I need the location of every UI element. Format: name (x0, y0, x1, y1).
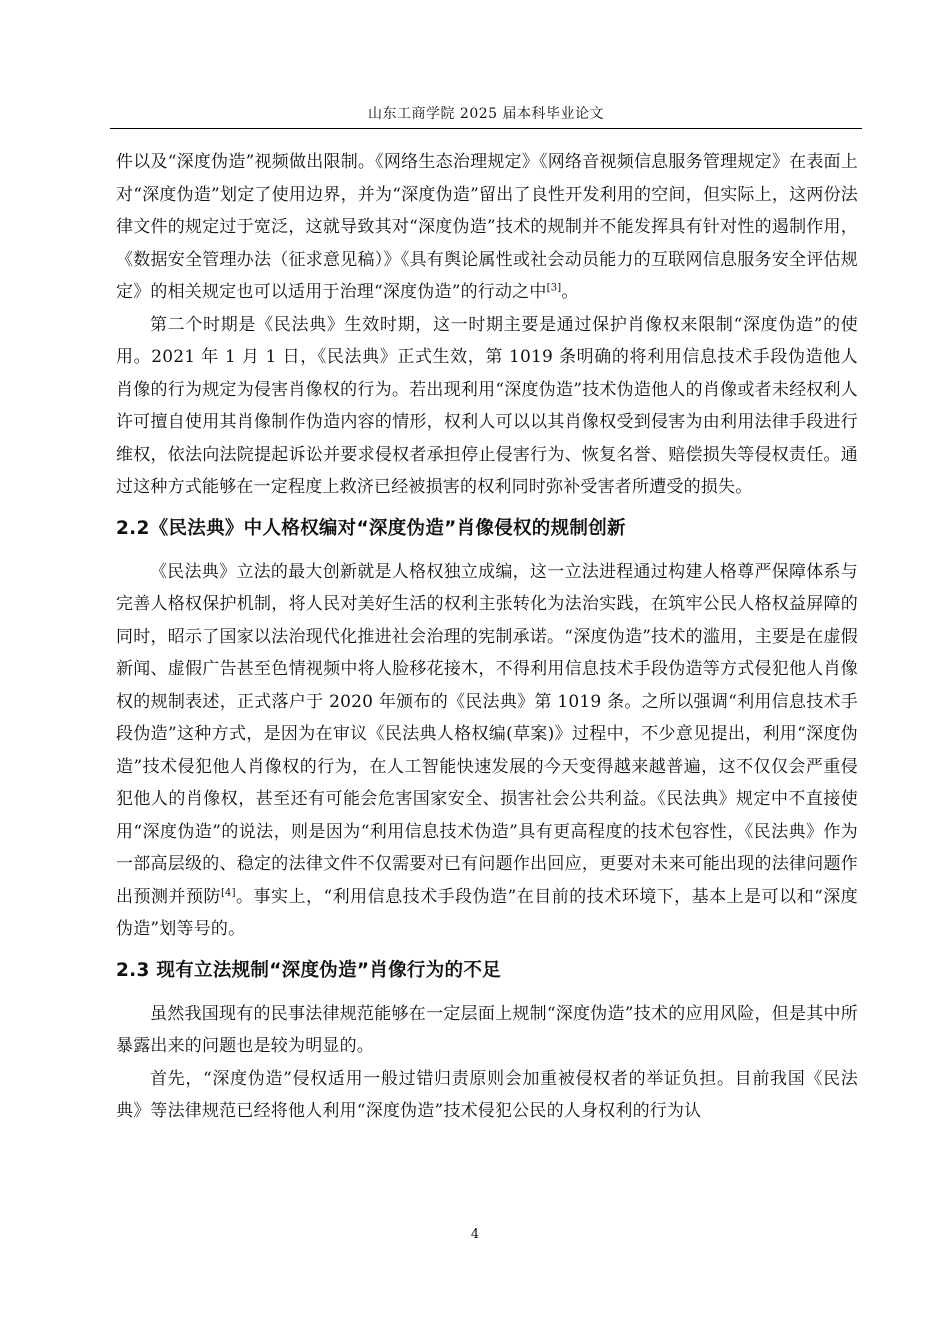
paragraph-second-period: 第二个时期是《民法典》生效时期，这一时期主要是通过保护肖像权来限制“深度伪造”的使用。2021 年 1 月 1 日，《民法典》正式生效，第 1019 条明确的将利用信息技术手段伪造他人肖像的行为规定为侵害肖像权的行为。若出现利用“深度伪造”技术伪造他人的肖像或者未经权利人许可擅自使用其肖像制作伪造内容的情形，权利人可以以其肖像权受到侵害为由利用法律手段进行维权，依法向法院提起诉讼并要求侵权者承担停止侵害行为、恢复名誉、赔偿损失等侵权责任。通过这种方式能够在一定程度上救济已经被损害的权利同时弥补受害者所遭受的损失。 (116, 314, 858, 497)
paragraph-text: 《民法典》立法的最大创新就是人格权独立成编，这一立法进程通过构建人格尊严保障体系与完善人格权保护机制，将人民对美好生活的权利主张转化为法治实践，在筑牢公民人格权益屏障的同时，昭示了国家以法治现代化推进社会治理的宪制承诺。“深度伪造”技术的滥用，主要是在虚假新闻、虚假广告甚至色情视频中将人脸移花接木，不得利用信息技术手段伪造等方式侵犯他人肖像权的规制表述，正式落户于 2020 年颁布的《民法典》第 1019 条。之所以强调“利用信息技术手段伪造”这种方式，是因为在审议《民法典人格权编(草案)》过程中，不少意见提出，利用“深度伪造”技术侵犯他人肖像权的行为，在人工智能快速发展的今天变得越来越普遍，这不仅仅会严重侵犯他人的肖像权，甚至还有可能会危害国家安全、损害社会公共利益。《民法典》规定中不直接使用“深度伪造”的说法，则是因为“利用信息技术伪造”具有更高程度的技术包容性，《民法典》作为一部高层级的、稳定的法律文件不仅需要对已有问题作出回应，更要对未来可能出现的法律问题作出预测并预防 (116, 561, 858, 907)
running-header: 山东工商学院 2025 届本科毕业论文 (367, 106, 605, 122)
paragraph-text: 件以及“深度伪造”视频做出限制。《网络生态治理规定》《网络音视频信息服务管理规定》在表面上对“深度伪造”划定了使用边界，并为“深度伪造”留出了良性开发利用的空间，但实际上，这两份法律文件的规定过于宽泛，这就导致其对“深度伪造”技术的规制并不能发挥具有针对性的遏制作用，《数据安全管理办法（征求意见稿）》《具有舆论属性或社会动员能力的互联网信息服务安全评估规定》的相关规定也可以适用于治理“深度伪造”的行动之中 (116, 152, 858, 302)
citation-4: [4] (220, 886, 236, 898)
section-heading-2-2: 2.2《民法典》中人格权编对“深度伪造”肖像侵权的规制创新 (116, 517, 626, 539)
page-number: 4 (470, 1227, 480, 1242)
paragraph-shortcomings-intro: 虽然我国现有的民事法律规范能够在一定层面上规制“深度伪造”技术的应用风险，但是其中所暴露出来的问题也是较为明显的。 (116, 1003, 858, 1056)
paragraph-tail: 。 (561, 282, 579, 302)
citation-3: [3] (546, 282, 562, 294)
paragraph-text-after: 。事实上，“利用信息技术手段伪造”在目前的技术环境下，基本上是可以和“深度伪造”划等号的。 (116, 886, 858, 939)
paragraph-civil-code-innovation (116, 556, 858, 946)
paragraph-first-shortcoming: 首先，“深度伪造”侵权适用一般过错归责原则会加重被侵权者的举证负担。目前我国《民法典》等法律规范已经将他人利用“深度伪造”技术侵犯公民的人身权利的行为认 (116, 1068, 858, 1121)
page-body (116, 146, 858, 1128)
paragraph-continuation (116, 146, 858, 309)
header-rule (110, 128, 862, 129)
section-heading-2-3: 2.3 现有立法规制“深度伪造”肖像行为的不足 (116, 959, 501, 981)
